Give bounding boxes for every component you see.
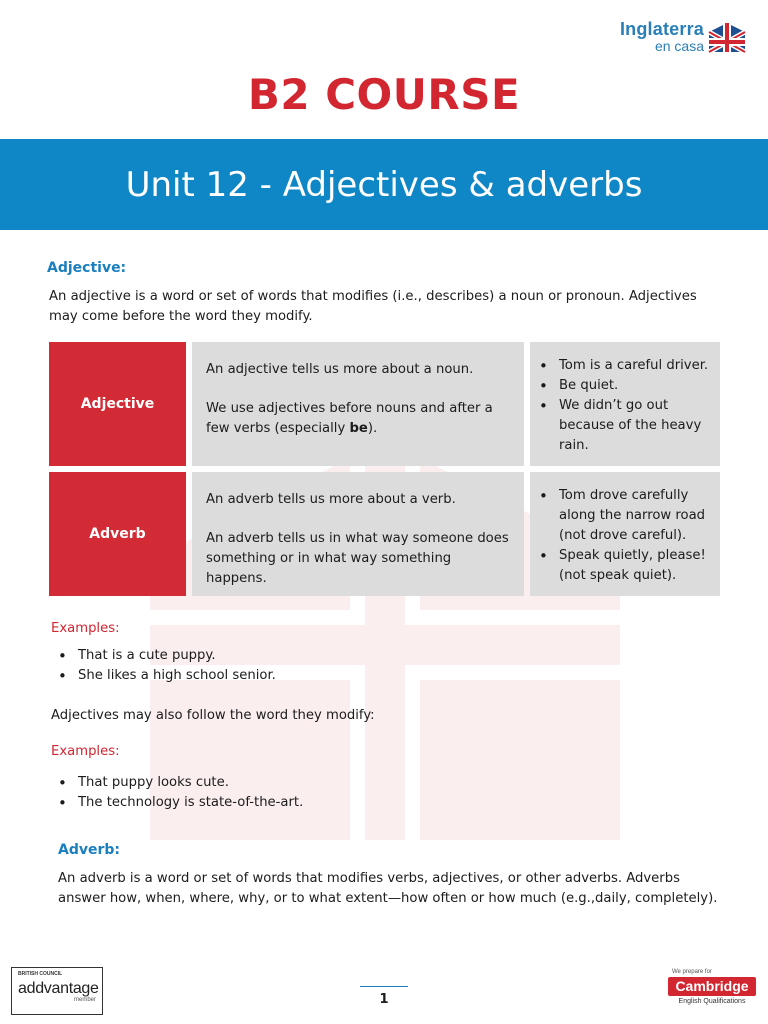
desc-text: An adverb tells us in what way someone does something or in what way something happens. (206, 531, 509, 586)
unit-banner (0, 139, 768, 230)
page-number: 1 (379, 992, 389, 1007)
table-head-adjective: Adjective (49, 342, 186, 466)
list-item: • That is a cute puppy. (50, 646, 276, 666)
list-item: • We didn’t go out because of the heavy rain. (530, 396, 714, 456)
course-title: B2 COURSE (247, 70, 521, 119)
uk-flag-icon (708, 21, 746, 53)
follow-text: Adjectives may also follow the word they modify: (51, 708, 375, 723)
addvantage-logo[interactable] (11, 967, 103, 1015)
examples-list (50, 773, 303, 813)
list-item: • Be quiet. (530, 376, 714, 396)
adverb-intro: An adverb is a word or set of words that modifies verbs, adjectives, or other adverbs. Adverbs answer how, when, where, why, or to what extent—how often or how much (e.g.,daily, completely). (58, 871, 718, 906)
addvantage-member-text: member (73, 997, 96, 1003)
footer-divider (360, 986, 408, 987)
table-examples-adverb (530, 472, 720, 596)
cambridge-logo[interactable] (668, 969, 756, 1005)
examples-label: Examples: (51, 621, 120, 636)
examples-list (50, 646, 276, 686)
examples-label: Examples: (51, 744, 120, 759)
list-item: • The technology is state-of-the-art. (50, 793, 303, 813)
adjective-intro: An adjective is a word or set of words that modifies (i.e., describes) a noun or pronoun. Adjectives may come before the word they modify. (49, 289, 697, 324)
cambridge-badge: Cambridge (668, 977, 756, 996)
addvantage-mini-text: BRITISH COUNCIL (18, 971, 63, 977)
adverb-heading: Adverb: (58, 842, 121, 858)
desc-bold-word: be (349, 421, 368, 436)
desc-part: ). (367, 421, 378, 436)
adjective-adverb-table (49, 342, 722, 602)
desc-text (206, 399, 512, 439)
list-item: • Speak quietly, please! (not speak quiet). (530, 546, 714, 586)
table-head-adverb: Adverb (49, 472, 186, 596)
table-row (49, 472, 722, 596)
table-row (49, 342, 722, 466)
unit-title: Unit 12 - Adjectives & adverbs (125, 164, 643, 205)
desc-part: We use adjectives before nouns and after a few verbs (especially (206, 401, 493, 436)
table-examples-adjective (530, 342, 720, 466)
cambridge-small-text: We prepare for (672, 969, 712, 975)
adjective-heading: Adjective: (47, 260, 127, 276)
desc-text: An adverb tells us more about a verb. (206, 492, 456, 507)
logo-top-text: Inglaterra (619, 19, 704, 39)
table-desc-adverb (192, 472, 524, 596)
addvantage-text: addvantage (18, 980, 99, 997)
list-item: • Tom drove carefully along the narrow road (not drove careful). (530, 486, 714, 546)
table-desc-adjective (192, 342, 524, 466)
list-item: • Tom is a careful driver. (530, 356, 714, 376)
logo-bottom-text: en casa (654, 38, 704, 54)
list-item: • That puppy looks cute. (50, 773, 303, 793)
list-item: • She likes a high school senior. (50, 666, 276, 686)
desc-text: An adjective tells us more about a noun. (206, 362, 474, 377)
inglaterra-logo[interactable] (620, 20, 746, 53)
cambridge-sub-text: English Qualifications (678, 998, 746, 1005)
